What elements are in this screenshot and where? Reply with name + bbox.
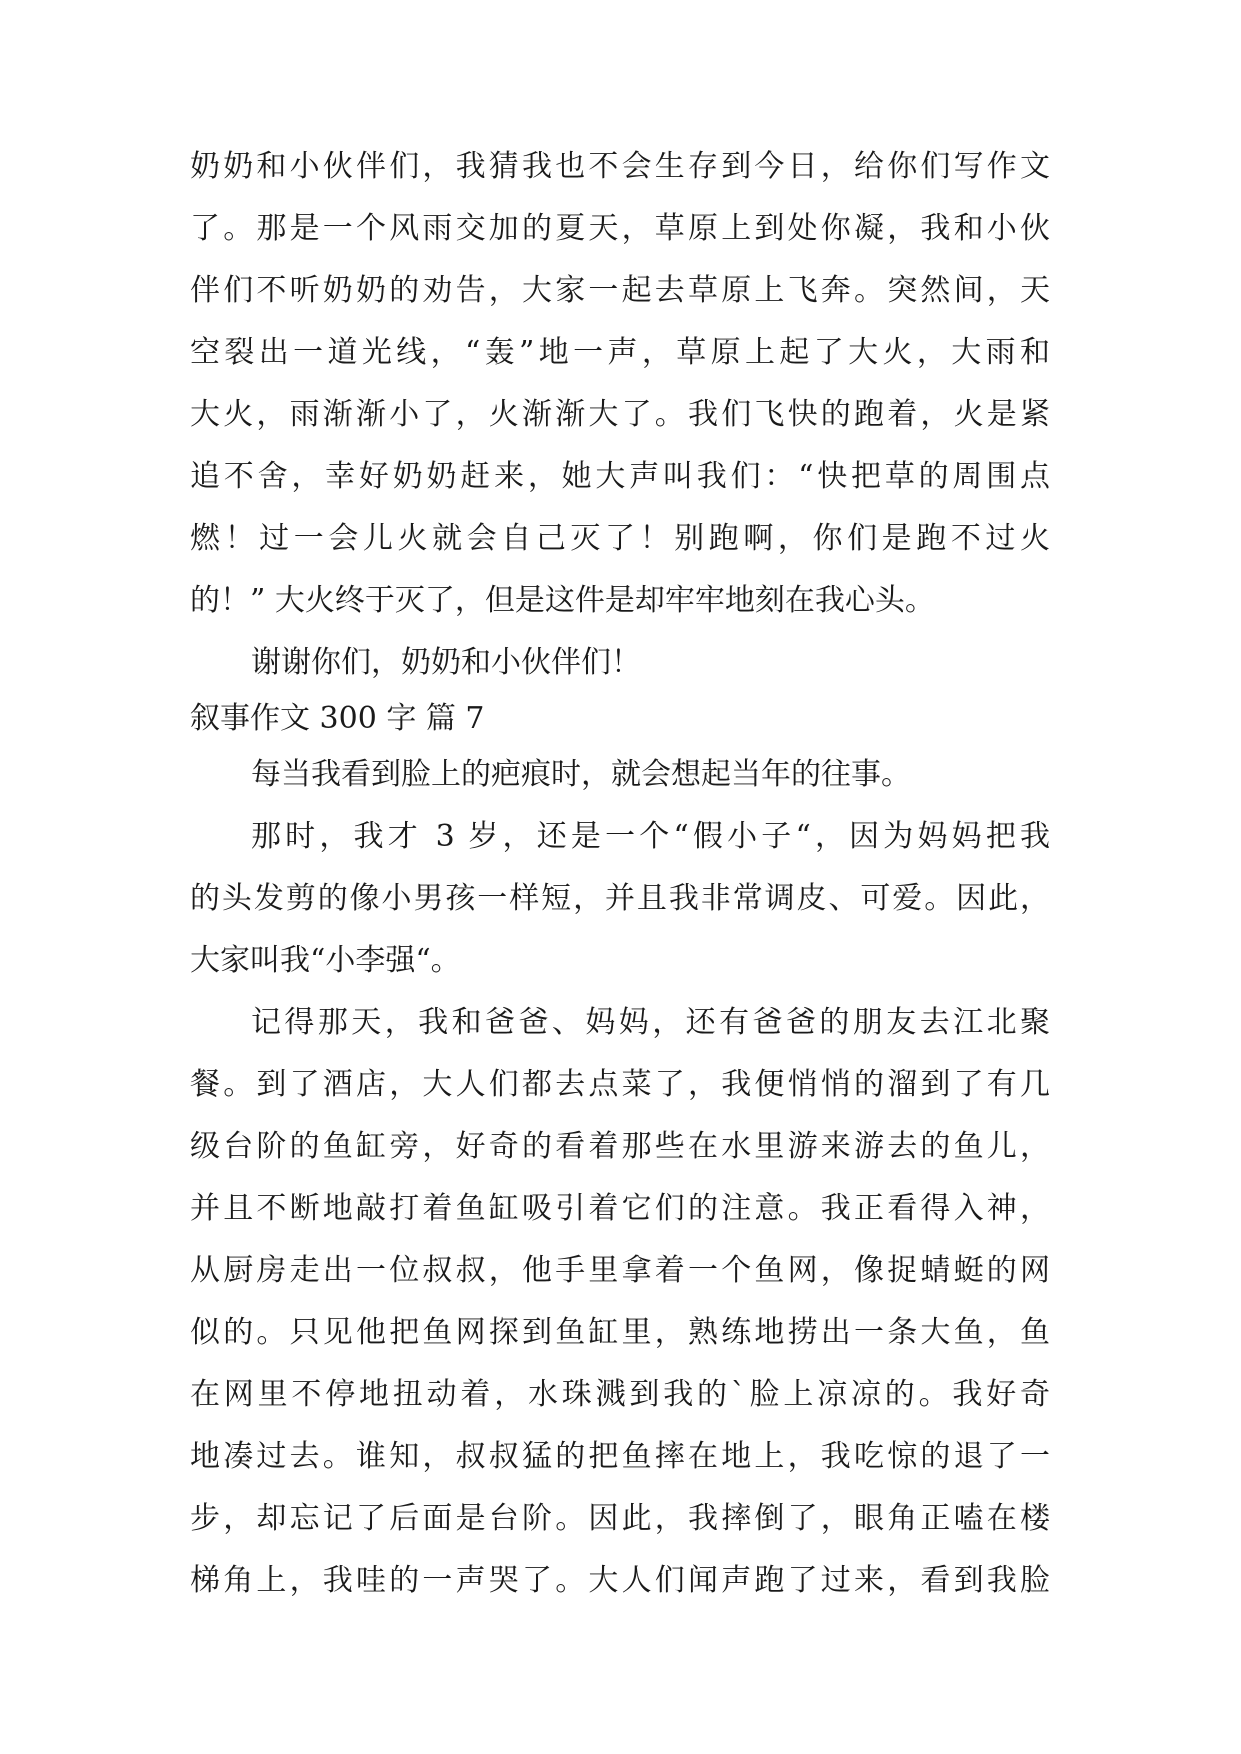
paragraph-5-line-1: 记得那天，我和爸爸、妈妈，还有爸爸的朋友去江北聚 xyxy=(251,1005,1050,1040)
paragraph-1-line-7: 燃！过一会儿火就会自己灭了！别跑啊，你们是跑不过火 xyxy=(190,521,1050,556)
paragraph-2: 谢谢你们，奶奶和小伙伴们！ xyxy=(251,645,641,680)
paragraph-5-line-9: 步，却忘记了后面是台阶。因此，我摔倒了，眼角正嗑在楼 xyxy=(190,1501,1050,1536)
paragraph-5-line-2: 餐。到了酒店，大人们都去点菜了，我便悄悄的溜到了有几 xyxy=(190,1067,1050,1102)
paragraph-5-line-6: 似的。只见他把鱼网探到鱼缸里，熟练地捞出一条大鱼，鱼 xyxy=(190,1315,1050,1350)
paragraph-1-line-2: 了。那是一个风雨交加的夏天，草原上到处你凝，我和小伙 xyxy=(190,211,1050,246)
paragraph-1-line-8: 的！” 大火终于灭了，但是这件是却牢牢地刻在我心头。 xyxy=(190,583,935,618)
section-heading: 叙事作文 300 字 篇 7 xyxy=(190,701,485,736)
paragraph-4-line-2: 的头发剪的像小男孩一样短，并且我非常调皮、可爱。因此， xyxy=(190,881,1050,916)
paragraph-3: 每当我看到脸上的疤痕时，就会想起当年的往事。 xyxy=(251,757,911,792)
paragraph-4-line-1: 那时，我才 3 岁，还是一个“假小子“，因为妈妈把我 xyxy=(251,819,1050,854)
paragraph-5-line-3: 级台阶的鱼缸旁，好奇的看着那些在水里游来游去的鱼儿， xyxy=(190,1129,1050,1164)
paragraph-1-line-1: 奶奶和小伙伴们，我猜我也不会生存到今日，给你们写作文 xyxy=(190,149,1050,184)
paragraph-1-line-4: 空裂出一道光线，“轰”地一声，草原上起了大火，大雨和 xyxy=(190,335,1050,370)
paragraph-5-line-8: 地凑过去。谁知，叔叔猛的把鱼摔在地上，我吃惊的退了一 xyxy=(190,1439,1050,1474)
paragraph-1-line-6: 追不舍，幸好奶奶赶来，她大声叫我们：“快把草的周围点 xyxy=(190,459,1050,494)
paragraph-1-line-3: 伴们不听奶奶的劝告，大家一起去草原上飞奔。突然间，天 xyxy=(190,273,1050,308)
paragraph-5-line-7: 在网里不停地扭动着，水珠溅到我的`脸上凉凉的。我好奇 xyxy=(190,1377,1050,1412)
paragraph-5-line-4: 并且不断地敲打着鱼缸吸引着它们的注意。我正看得入神， xyxy=(190,1191,1050,1226)
paragraph-4-line-3: 大家叫我“小李强“。 xyxy=(190,943,461,978)
paragraph-5-line-10: 梯角上，我哇的一声哭了。大人们闻声跑了过来，看到我脸 xyxy=(190,1563,1050,1598)
paragraph-5-line-5: 从厨房走出一位叔叔，他手里拿着一个鱼网，像捉蜻蜓的网 xyxy=(190,1253,1050,1288)
paragraph-1-line-5: 大火，雨渐渐小了，火渐渐大了。我们飞快的跑着，火是紧 xyxy=(190,397,1050,432)
